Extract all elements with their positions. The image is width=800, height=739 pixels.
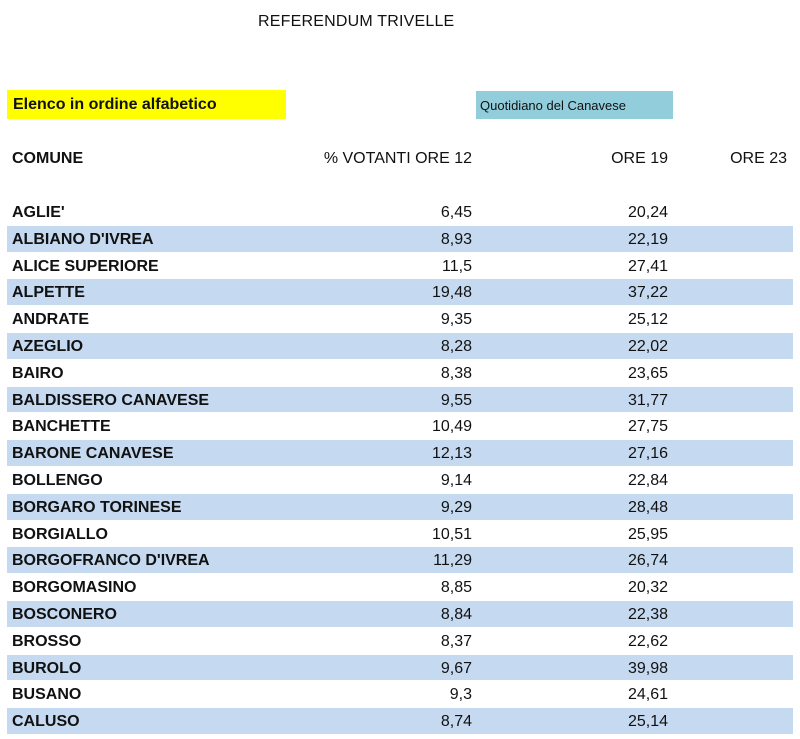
cell-comune: BARONE CANAVESE [12, 445, 174, 463]
column-header-ore12: % VOTANTI ORE 12 [323, 150, 472, 167]
column-header-comune: COMUNE [12, 150, 84, 167]
turnout-table [7, 199, 793, 735]
cell-ore19: 27,75 [627, 418, 668, 436]
table-row [7, 440, 793, 467]
cell-ore19: 27,41 [627, 257, 668, 275]
cell-comune: BALDISSERO CANAVESE [12, 391, 210, 409]
cell-ore12: 8,85 [440, 579, 472, 597]
cell-ore19: 22,62 [627, 632, 668, 650]
table-row [7, 387, 793, 414]
cell-ore19: 28,48 [627, 498, 668, 516]
cell-ore12: 9,29 [440, 498, 472, 516]
cell-ore19: 22,02 [627, 337, 668, 355]
table-row [7, 253, 793, 280]
cell-comune: ANDRATE [12, 311, 90, 329]
cell-comune: BUSANO [12, 686, 82, 704]
cell-comune: BORGARO TORINESE [12, 498, 182, 516]
table-row [7, 360, 793, 387]
cell-comune: BORGIALLO [12, 525, 108, 543]
table-row [7, 681, 793, 708]
table-row [7, 601, 793, 628]
table-row [7, 226, 793, 253]
cell-ore12: 6,45 [440, 204, 472, 221]
cell-comune: BANCHETTE [12, 418, 111, 436]
cell-ore19: 22,19 [627, 230, 668, 248]
table-row [7, 306, 793, 333]
cell-ore12: 8,38 [440, 364, 472, 382]
cell-ore19: 20,32 [627, 579, 668, 597]
cell-ore12: 8,74 [440, 713, 472, 731]
table-row [7, 547, 793, 574]
cell-ore12: 10,49 [431, 418, 472, 436]
table-row [7, 279, 793, 306]
cell-comune: BAIRO [12, 364, 64, 382]
cell-comune: BROSSO [12, 632, 82, 650]
cell-ore19: 27,16 [627, 445, 668, 463]
cell-comune: BORGOMASINO [12, 579, 137, 597]
cell-ore19: 26,74 [627, 552, 668, 570]
table-row [7, 574, 793, 601]
cell-ore19: 39,98 [627, 659, 668, 677]
cell-comune: CALUSO [12, 713, 80, 731]
cell-ore12: 8,28 [440, 337, 472, 355]
cell-comune: AZEGLIO [12, 337, 84, 355]
table-row [7, 413, 793, 440]
page-title: REFERENDUM TRIVELLE [258, 13, 455, 30]
cell-comune: BORGOFRANCO D'IVREA [12, 552, 210, 570]
cell-comune: BOLLENGO [12, 471, 103, 489]
cell-ore19: 31,77 [627, 391, 668, 409]
cell-ore19: 25,14 [627, 713, 668, 731]
cell-comune: ALICE SUPERIORE [12, 257, 159, 275]
cell-ore12: 9,67 [440, 659, 472, 677]
cell-ore12: 8,93 [440, 230, 472, 248]
cell-ore12: 11,5 [442, 257, 472, 275]
table-row [7, 494, 793, 521]
cell-ore12: 9,55 [440, 391, 472, 409]
cell-ore12: 9,3 [449, 686, 472, 704]
cell-ore12: 8,84 [440, 605, 472, 623]
cell-comune: AGLIE' [12, 204, 65, 221]
cell-ore19: 25,12 [627, 311, 668, 329]
cell-ore19: 22,38 [627, 605, 668, 623]
table-row [7, 521, 793, 548]
cell-ore19: 24,61 [627, 686, 668, 704]
cell-ore12: 9,14 [440, 471, 472, 489]
cell-ore19: 25,95 [627, 525, 668, 543]
cell-ore12: 10,51 [431, 525, 472, 543]
cell-ore19: 37,22 [627, 284, 668, 302]
cell-ore19: 20,24 [627, 204, 668, 221]
table-row [7, 655, 793, 682]
table-row [7, 467, 793, 494]
cell-comune: BUROLO [12, 659, 82, 677]
column-header-ore23: ORE 23 [730, 150, 787, 167]
cell-ore12: 9,35 [440, 311, 472, 329]
cell-comune: ALPETTE [12, 284, 85, 302]
cell-comune: BOSCONERO [12, 605, 117, 623]
cell-ore12: 11,29 [433, 552, 472, 570]
cell-ore19: 23,65 [627, 364, 668, 382]
column-header-ore19: ORE 19 [611, 150, 668, 167]
cell-ore19: 22,84 [627, 471, 668, 489]
source-label: Quotidiano del Canavese [476, 91, 673, 119]
table-row [7, 199, 793, 226]
cell-ore12: 8,37 [440, 632, 472, 650]
list-order-label: Elenco in ordine alfabetico [7, 90, 286, 119]
cell-ore12: 12,13 [431, 445, 472, 463]
cell-comune: ALBIANO D'IVREA [12, 230, 154, 248]
table-row [7, 333, 793, 360]
table-row [7, 708, 793, 735]
cell-ore12: 19,48 [431, 284, 472, 302]
table-row [7, 628, 793, 655]
